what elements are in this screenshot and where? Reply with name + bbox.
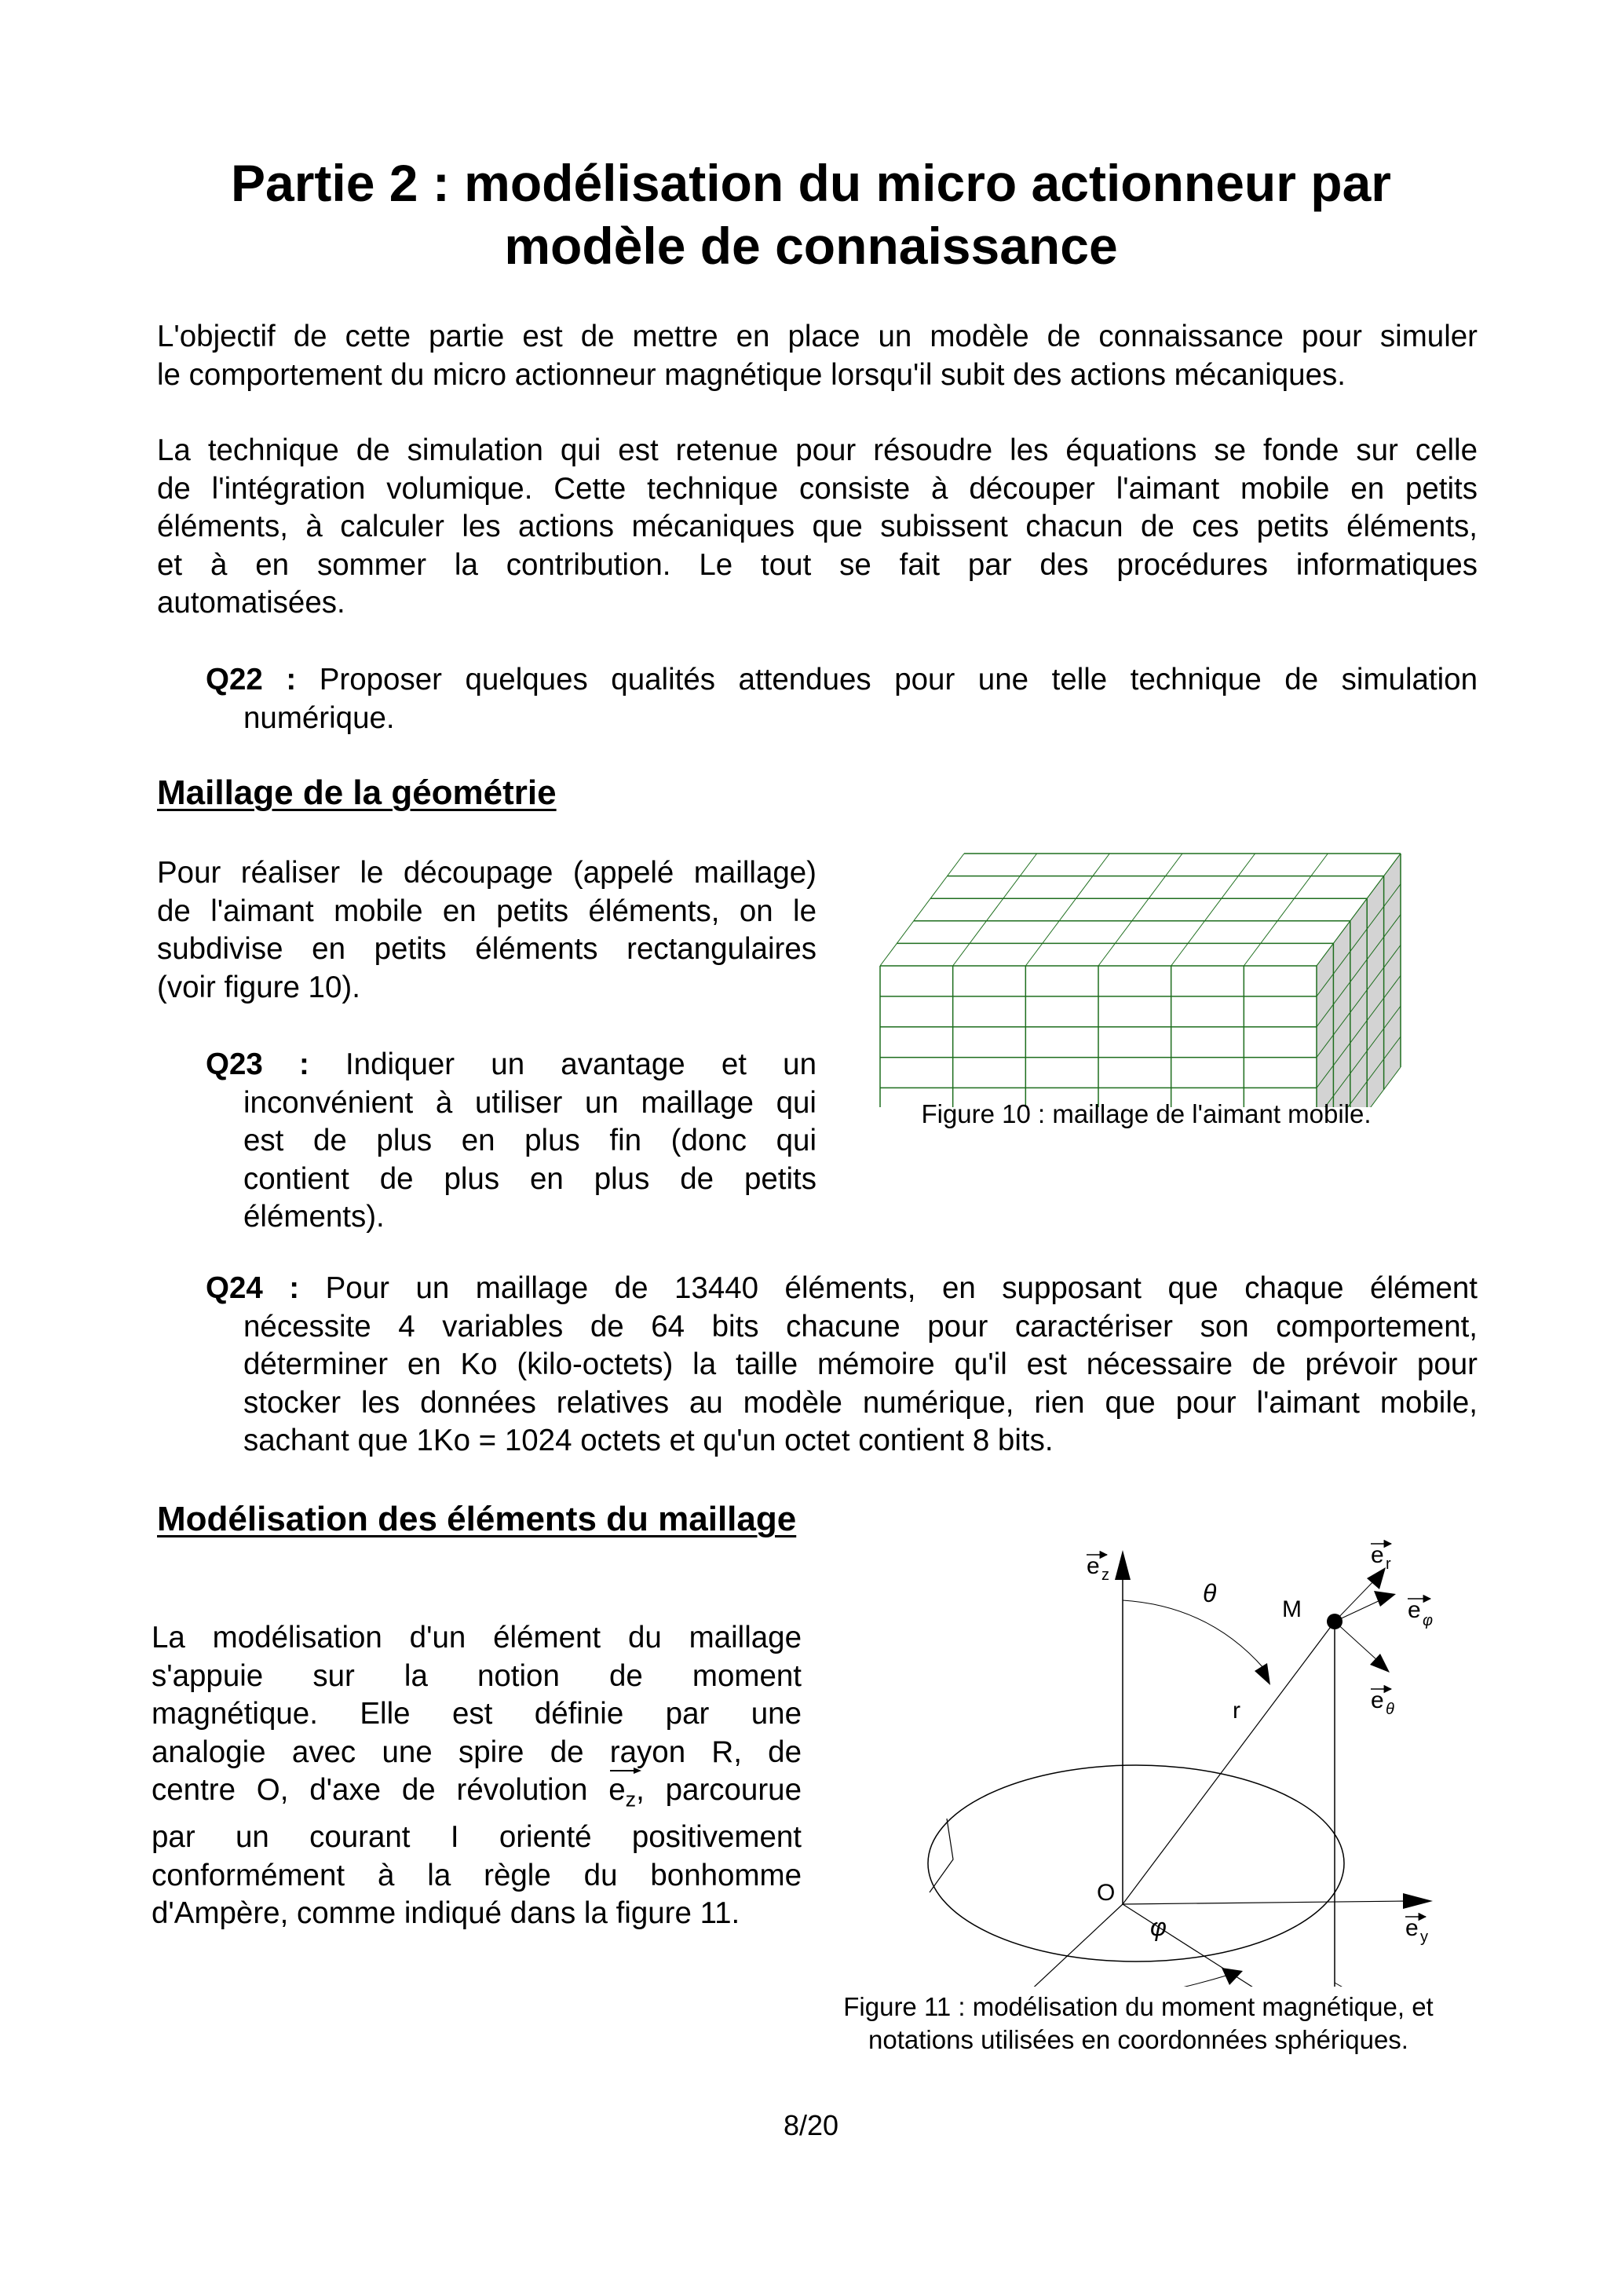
text-line: La technique de simulation qui est retenue pour résoudre les équations se fonde sur celle: [157, 433, 1478, 467]
question-text: stocker les données relatives au modèle numérique, rien que pour l'aimant mobile,: [243, 1385, 1478, 1420]
text-line: La modélisation d'un élément du maillage: [152, 1621, 802, 1654]
label-ey: [1405, 1915, 1428, 1946]
question-label: Q22 :: [206, 663, 297, 696]
text-line: automatisées.: [157, 586, 345, 620]
page-number: 8/20: [783, 2109, 839, 2141]
question-text: est de plus en plus fin (donc qui: [243, 1124, 816, 1157]
text-line: subdivise en petits éléments rectangulaires: [157, 932, 816, 966]
x-axis-line: [942, 1904, 1123, 1987]
question-label: Q24 :: [206, 1271, 300, 1305]
section2-paragraph: [152, 1619, 802, 1933]
label-etheta: [1371, 1687, 1394, 1718]
question-q22: [206, 661, 1478, 737]
text-line: le comportement du micro actionneur magnétique lorsqu'il subit des actions mécaniques.: [157, 357, 1346, 392]
text-line: de l'aimant mobile en petits éléments, on le: [157, 894, 816, 928]
label-M: M: [1282, 1596, 1302, 1622]
svg-text:e: e: [1371, 1687, 1384, 1713]
svg-text:z: z: [1101, 1567, 1109, 1584]
radius-line-OM: [1123, 1621, 1335, 1904]
label-ez: [1087, 1553, 1109, 1584]
text-line: L'objectif de cette partie est de mettre en place un modèle de connaissance pour simuler: [157, 320, 1478, 353]
svg-text:θ: θ: [1386, 1701, 1394, 1718]
y-axis-line: [1123, 1901, 1409, 1904]
question-text: Pour un maillage de 13440 éléments, en supposant que chaque élément: [325, 1271, 1478, 1305]
text-fragment: centre O, d'axe de révolution: [152, 1773, 609, 1807]
question-text: numérique.: [243, 700, 395, 735]
question-line: [206, 1046, 816, 1084]
y-axis-arrowhead-icon: [1403, 1893, 1433, 1909]
label-O: O: [1097, 1880, 1116, 1906]
current-loop-ellipse: [928, 1765, 1344, 1961]
vector-subscript: z: [625, 1787, 637, 1812]
intro-paragraph-2: [157, 432, 1478, 623]
svg-text:e: e: [1371, 1542, 1384, 1568]
question-text: inconvénient à utiliser un maillage qui: [243, 1085, 816, 1120]
ephi-arrowhead-icon: [1374, 1591, 1396, 1607]
section-heading-maillage: Maillage de la géométrie: [157, 773, 557, 812]
figure-11-caption: [785, 1991, 1492, 2057]
svg-text:e: e: [1408, 1597, 1421, 1623]
mesh-top-diagonal-line: [1171, 854, 1255, 966]
intro-paragraph-1: [157, 318, 1478, 394]
text-line: analogie avec une spire de rayon R, de: [152, 1735, 802, 1769]
text-line: d'Ampère, comme indiqué dans la figure 11.: [152, 1896, 740, 1931]
vector-arrow-icon: [610, 1767, 641, 1775]
page-title-line-2: modèle de connaissance: [504, 217, 1118, 275]
figure-11-spherical-coordinates: [864, 1531, 1460, 1987]
mesh-top-diagonal-line: [1098, 854, 1182, 966]
theta-arc: [1123, 1600, 1264, 1669]
question-text: Indiquer un avantage et un: [345, 1047, 816, 1081]
label-phi: φ: [1150, 1913, 1167, 1941]
text-line-with-vector: [152, 1771, 802, 1819]
text-line: de l'intégration volumique. Cette technique consiste à découper l'aimant mobile en petits: [157, 471, 1478, 506]
mesh-top-diagonal-line: [1025, 854, 1109, 966]
svg-text:φ: φ: [1423, 1612, 1434, 1629]
text-line: Pour réaliser le découpage (appelé maillage): [157, 856, 816, 890]
question-line: [206, 1270, 1478, 1308]
caption-line: notations utilisées en coordonnées sphériques.: [868, 2025, 1408, 2054]
mesh-side-face: [1317, 854, 1401, 1107]
svg-text:e: e: [1405, 1915, 1419, 1941]
text-line: s'appuie sur la notion de moment: [152, 1658, 802, 1693]
question-text: contient de plus en plus de petits: [243, 1161, 816, 1196]
svg-text:e: e: [1087, 1553, 1100, 1579]
text-fragment: , parcourue: [636, 1773, 802, 1807]
label-r: r: [1233, 1698, 1240, 1724]
text-line: éléments, à calculer les actions mécaniques que subissent chacun de ces petits éléments,: [157, 510, 1478, 543]
question-text: déterminer en Ko (kilo-octets) la taille mémoire qu'il est nécessaire de prévoir pour: [243, 1347, 1478, 1381]
figure-10-caption: Figure 10 : maillage de l'aimant mobile.: [921, 1099, 1372, 1128]
caption-line: Figure 11 : modélisation du moment magnétique, et: [843, 1992, 1434, 2021]
label-ephi: [1408, 1597, 1433, 1629]
question-q23: [206, 1046, 816, 1237]
svg-text:r: r: [1386, 1556, 1391, 1573]
mesh-top-diagonal-line: [880, 854, 964, 966]
vector-ez-inline: [608, 1771, 636, 1819]
mesh-top-diagonal-line: [953, 854, 1037, 966]
text-line: magnétique. Elle est définie par une: [152, 1697, 802, 1731]
mesh-top-diagonal-line: [1244, 854, 1328, 966]
mesh-lines: [880, 854, 1401, 1107]
theta-arrowhead-icon: [1255, 1663, 1270, 1685]
question-text: éléments).: [243, 1200, 385, 1234]
text-line: conformément à la règle du bonhomme: [152, 1858, 802, 1892]
vector-base: e: [608, 1773, 626, 1807]
label-er: [1371, 1542, 1391, 1573]
right-angle-mark: [1335, 1983, 1358, 1987]
question-line: [206, 661, 1478, 700]
label-theta: θ: [1203, 1579, 1217, 1607]
z-axis-arrowhead-icon: [1115, 1550, 1131, 1580]
question-label: Q23 :: [206, 1047, 309, 1081]
text-line: (voir figure 10).: [157, 970, 360, 1004]
page-title-line-1: Partie 2 : modélisation du micro actionneur par: [231, 154, 1391, 212]
section1-paragraph: [157, 854, 816, 1007]
question-text: nécessite 4 variables de 64 bits chacune pour caractériser son comportement,: [243, 1309, 1478, 1344]
text-line: et à en sommer la contribution. Le tout se fait par des procédures informatiques: [157, 547, 1478, 582]
question-text: sachant que 1Ko = 1024 octets et qu'un octet contient 8 bits.: [243, 1424, 1054, 1457]
question-q24: [206, 1270, 1478, 1461]
er-arrowhead-icon: [1367, 1567, 1386, 1589]
section-heading-modelisation: Modélisation des éléments du maillage: [157, 1500, 797, 1538]
question-text: Proposer quelques qualités attendues pour une telle technique de simulation: [319, 663, 1478, 696]
svg-text:y: y: [1420, 1929, 1428, 1946]
figure-10-mesh: [864, 840, 1429, 1107]
text-line: par un courant I orienté positivement: [152, 1820, 802, 1855]
